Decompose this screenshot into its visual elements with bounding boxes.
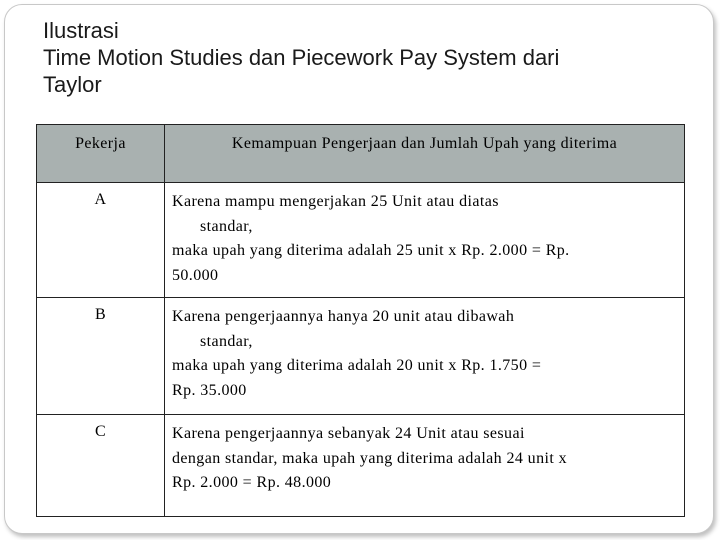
title-line-3: Taylor <box>43 72 102 97</box>
header-description: Kemampuan Pengerjaan dan Jumlah Upah yang diterima <box>165 125 685 183</box>
description-line: Karena pengerjaannya sebanyak 24 Unit atau sesuai <box>172 425 525 442</box>
wage-table <box>36 124 685 517</box>
description-line: standar, <box>200 332 253 350</box>
description-line: Karena mampu mengerjakan 25 Unit atau diatas <box>172 193 499 210</box>
description-line: 50.000 <box>172 266 219 284</box>
description-line: maka upah yang diterima adalah 25 unit x Rp. 2.000 = Rp. <box>172 242 570 259</box>
description-line: standar, <box>200 217 253 235</box>
description-line: Karena pengerjaannya hanya 20 unit atau dibawah <box>172 308 515 325</box>
table-row <box>37 298 685 415</box>
slide-title <box>43 17 683 98</box>
table-row <box>37 183 685 298</box>
header-worker: Pekerja <box>37 125 165 183</box>
worker-cell: A <box>37 183 165 298</box>
description-line: Rp. 2.000 = Rp. 48.000 <box>172 474 332 491</box>
description-cell <box>165 415 685 517</box>
description-cell <box>165 183 685 298</box>
description-line: Rp. 35.000 <box>172 381 247 399</box>
description-line: dengan standar, maka upah yang diterima adalah 24 unit x <box>172 449 567 467</box>
worker-cell: C <box>37 415 165 517</box>
title-line-2: Time Motion Studies dan Piecework Pay System dari <box>43 45 560 70</box>
description-line: maka upah yang diterima adalah 20 unit x Rp. 1.750 = <box>172 357 542 374</box>
description-cell <box>165 298 685 415</box>
table-header-row <box>37 125 685 183</box>
title-line-1: Ilustrasi <box>43 18 119 43</box>
table-row <box>37 415 685 517</box>
worker-cell: B <box>37 298 165 415</box>
